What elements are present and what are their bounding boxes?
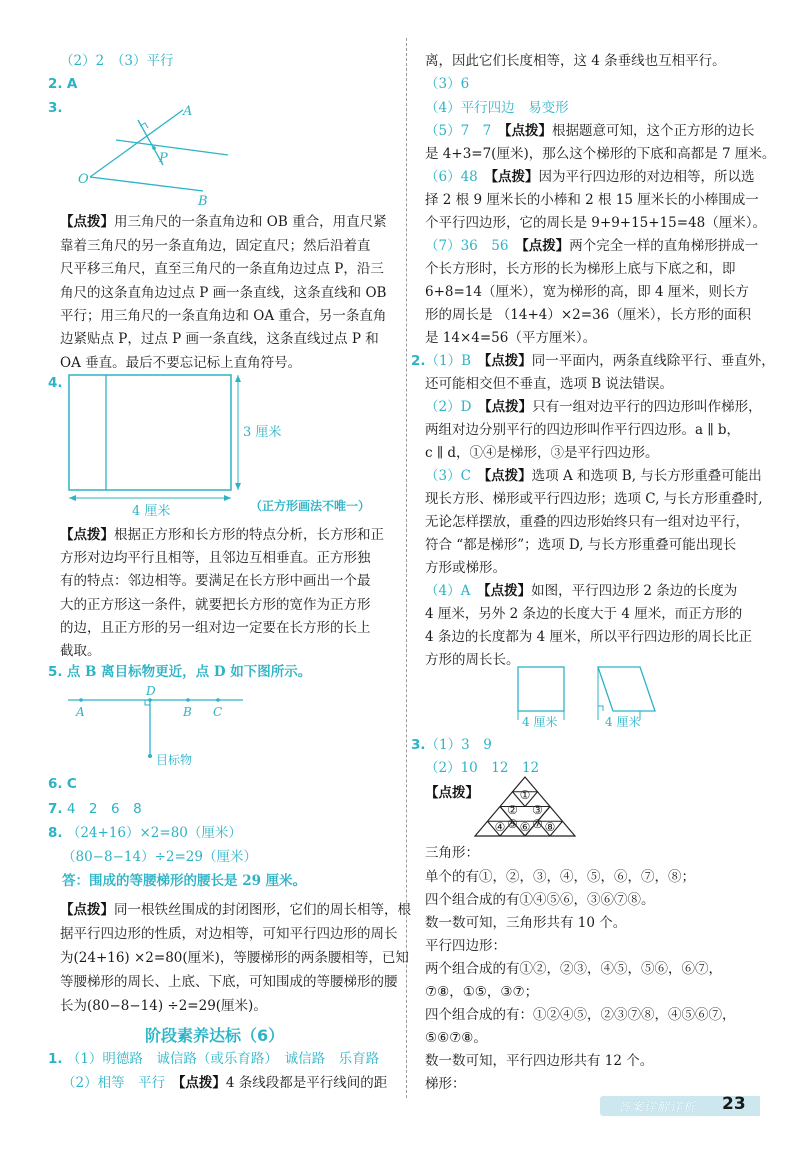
hint-line: 据平行四边形的性质，对边相等，可知平行四边形的周长 — [60, 926, 398, 942]
point-b — [186, 698, 190, 702]
hint-line: 4 条边的长度都为 4 厘米，所以平行四边形的周长比正 — [425, 629, 753, 645]
hint-line: 角尺的这条直角边过点 P 画一条直线，这条直线和 OB — [60, 285, 387, 301]
answer-text: （6）48 — [425, 169, 478, 185]
hint-line: 方形的周长长。 — [425, 652, 520, 668]
parallel-line — [116, 140, 228, 155]
hint-line: 的边，且正方形的另一组对边一定要在长方形的长上 — [60, 620, 371, 636]
triangle-label: ⑧ — [544, 820, 556, 834]
hint-line: 边紧贴点 P，过点 P 画一条直线，这条直线过点 P 和 — [60, 331, 379, 347]
hint-line: 个长方形时，长方形的长为梯形上底与下底之和，即 — [425, 261, 736, 277]
hint-line: 无论怎样摆放，重叠的四边形始终只有一组对边平行， — [425, 514, 749, 530]
hint-line: 截取。 — [60, 643, 101, 659]
text-line: 三角形： — [425, 845, 479, 861]
hint-text: 根据正方形和长方形的特点分析，长方形和正 — [114, 527, 384, 543]
hint-line: c ∥ d，①④是梯形，③是平行四边形。 — [425, 445, 659, 461]
hint-line: 大的正方形这一条件，就要把长方形的宽作为正方形 — [60, 597, 371, 613]
q3-figure — [78, 105, 258, 210]
triangle-label: ③ — [532, 803, 543, 817]
point-p — [152, 146, 156, 150]
text-line: 四个组合成的有①④⑤⑥，③⑥⑦⑧。 — [425, 892, 655, 908]
hint-line: 离，因此它们长度相等，这 4 条垂线也互相平行。 — [425, 53, 726, 69]
answer-line: （4）平行四边 易变形 — [425, 100, 569, 116]
text-line: 两个组合成的有①②，②③，④⑤，⑤⑥，⑥⑦， — [425, 961, 722, 977]
hint-tag: 【点拨】 — [521, 238, 570, 254]
hint-line: 符合 “都是梯形”；选项 D, 与长方形重叠可能出现长 — [425, 537, 737, 553]
hint-text: 因为平行四边形的对边相等，所以选 — [538, 169, 755, 185]
figure-note: （正方形画法不唯一） — [250, 499, 371, 513]
question-number: 8. — [48, 825, 63, 841]
arrow-left — [69, 495, 76, 501]
answer-line — [425, 168, 755, 186]
hint-tag: 【点拨】 — [484, 468, 532, 484]
page-footer — [600, 1093, 760, 1119]
hint-text: 如图，平行四边形 2 条边的长度为 — [531, 583, 738, 599]
label-d: D — [146, 684, 156, 698]
hint-line: 方形或梯形。 — [425, 560, 506, 576]
question-number: 6. — [48, 776, 63, 792]
right-angle-mark — [140, 123, 148, 128]
hint-text: 同一平面内，两条直线除平行、垂直外， — [531, 353, 775, 369]
answer-text: A — [66, 76, 78, 92]
question-number: 2. — [411, 353, 426, 369]
hint-tag: 【点拨】 — [60, 902, 114, 918]
question-number: 4. — [48, 375, 63, 391]
footer-label: 答案详解详析 — [618, 1100, 697, 1114]
answer-line — [62, 1074, 387, 1092]
question-number: 3. — [411, 737, 426, 753]
label-a: A — [183, 105, 193, 119]
answer-line — [425, 582, 737, 600]
triangle-label: ① — [519, 788, 531, 802]
square-shape — [518, 667, 564, 711]
hint-line: 为(24+16) ×2=80(厘米)，等腰梯形的两条腰相等，已知 — [60, 950, 409, 966]
text-line: 数一数可知，三角形共有 10 个。 — [425, 915, 627, 931]
hint-tag: 【点拨】 — [483, 583, 532, 599]
triangle-label: ⑦ — [532, 817, 543, 831]
arrow-right — [224, 495, 231, 501]
hint-line: 平行；用三角尺的一条直角边和 OA 重合，另一条直角 — [60, 308, 387, 324]
question-number: 7. — [48, 801, 63, 817]
label-b: B — [198, 194, 208, 209]
hint-text: 选项 A 和选项 B, 与长方形重叠可能出 — [531, 468, 762, 484]
answer-line: （3）6 — [425, 76, 470, 92]
hint-text: 用三角尺的一条直角边和 OB 重合，用直尺紧 — [114, 214, 387, 230]
hint-tag: 【点拨】 — [60, 527, 114, 543]
page-number: 23 — [722, 1094, 746, 1114]
label-a: A — [76, 705, 85, 719]
target-point — [148, 754, 152, 758]
question-5 — [48, 663, 311, 681]
answer-text: （2）相等 平行 — [62, 1075, 166, 1091]
answer-text: （3）C — [425, 468, 471, 484]
answer-text: （1）B — [425, 353, 472, 369]
text-line: ⑦⑧，①⑤，③⑦； — [425, 984, 539, 1000]
arrow-down — [235, 483, 241, 490]
hint-line — [60, 213, 387, 231]
answer-line — [425, 398, 762, 416]
parallelogram-shape — [598, 667, 655, 711]
arrow-up — [235, 375, 241, 382]
hint-line: 两组对边分别平行的四边形叫作平行四边形。a ∥ b， — [425, 422, 741, 438]
triangle-label: ④ — [494, 820, 506, 834]
hint-tag: 【点拨】 — [484, 399, 533, 415]
question-number: 2. — [48, 76, 63, 92]
question-3 — [411, 736, 492, 754]
text-line: 四个组合成的有：①②④⑤，②③⑦⑧，④⑤⑥⑦， — [425, 1007, 736, 1023]
answer-text: （24+16）×2=80（厘米） — [66, 825, 242, 841]
hint-line: 6+8=14（厘米），宽为梯形的高，即 4 厘米，则长方 — [425, 284, 749, 300]
hint-text: 同一根铁丝围成的封闭图形，它们的周长相等，根 — [114, 902, 411, 918]
text-line: 平行四边形： — [425, 938, 506, 954]
question-3-number — [48, 99, 63, 117]
triangle-label: ⑤ — [507, 817, 518, 831]
hint-line: 形的周长是 （14+4）×2=36（厘米），长方形的面积 — [425, 307, 752, 323]
hint-tag: 【点拨】 — [425, 785, 479, 801]
answer-text: 4 2 6 8 — [66, 801, 142, 817]
hint-line: 现长方形、梯形或平行四边形；选项 C, 与长方形重叠时, — [425, 491, 763, 507]
answer-text: （4）A — [425, 583, 471, 599]
hint-line: 4 厘米，另外 2 条边的长度大于 4 厘米，而正方形的 — [425, 606, 743, 622]
rectangle — [69, 375, 231, 490]
text-line: ⑤⑥⑦⑧。 — [425, 1030, 487, 1046]
label-p: P — [159, 151, 168, 166]
label-height: 3 厘米 — [243, 425, 282, 440]
hint-line: 个平行四边形，它的周长是 9+9+15+15=48（厘米）。 — [425, 215, 766, 231]
answer-text: C — [66, 776, 77, 792]
answer-line — [425, 467, 762, 485]
hint-line: 还可能相交但不垂直，选项 B 说法错误。 — [425, 376, 674, 392]
hint-line: 是 14×4=56（平方厘米）。 — [425, 330, 597, 346]
hint-line — [60, 901, 411, 919]
question-number: 3. — [48, 100, 63, 116]
question-4-number — [48, 374, 63, 392]
hint-tag: 【点拨】 — [484, 353, 532, 369]
section-title: 阶段素养达标（6） — [145, 1026, 285, 1045]
hint-line: 有的特点：邻边相等。要满足在长方形中画出一个最 — [60, 573, 371, 589]
hint-line — [425, 784, 479, 802]
question-2 — [48, 75, 77, 93]
answer-text: （1）3 9 — [425, 737, 492, 753]
ray-oa — [90, 110, 183, 177]
hint-line: OA 垂直。最后不要忘记标上直角符号。 — [60, 355, 302, 371]
answer-text: （7）36 56 — [425, 238, 509, 254]
hint-text: 两个完全一样的直角梯形拼成一 — [569, 238, 759, 254]
hint-tag: 【点拨】 — [491, 169, 539, 185]
text-line: 单个的有①，②，③，④，⑤，⑥，⑦，⑧； — [425, 869, 695, 885]
text-line: 数一数可知，平行四边形共有 12 个。 — [425, 1053, 654, 1069]
section-q1 — [48, 1050, 379, 1068]
answer-text: （5）7 7 — [425, 123, 492, 139]
answer-line — [425, 122, 755, 140]
answer-line — [425, 237, 758, 255]
label-square-side: 4 厘米 — [522, 715, 558, 729]
column-divider — [406, 38, 407, 1098]
hint-line: 是 4+3=7(厘米)，那么这个梯形的下底和高都是 7 厘米。 — [425, 146, 776, 162]
triangle-label: ⑥ — [519, 820, 531, 834]
answer-text: （2）D — [425, 399, 472, 415]
q5-figure — [63, 683, 293, 773]
label-parallelogram-side: 4 厘米 — [605, 715, 641, 729]
question-6 — [48, 775, 77, 793]
answer-line: （80−8−14）÷2=29（厘米） — [62, 849, 257, 865]
answer-line: （2）2 （3）平行 — [60, 53, 174, 69]
label-target: 目标物 — [156, 753, 193, 767]
ray-ob — [90, 177, 203, 191]
label-o: O — [78, 172, 89, 187]
question-number: 1. — [48, 1051, 63, 1067]
answer-line: 答：围成的等腰梯形的腰长是 29 厘米。 — [62, 873, 307, 889]
question-number: 5. — [48, 664, 63, 680]
text-line: 梯形： — [425, 1076, 466, 1092]
hint-text: 根据题意可知，这个正方形的边长 — [552, 123, 755, 139]
hint-text: 4 条线段都是平行线间的距 — [225, 1075, 388, 1091]
q4-figure — [62, 370, 407, 520]
point-d — [148, 698, 152, 702]
hint-line: 择 2 根 9 厘米长的小棒和 2 根 15 厘米长的小棒围成一 — [425, 192, 759, 208]
answer-text: （1）明德路 诚信路（或乐育路） 诚信路 乐育路 — [66, 1051, 380, 1067]
answer-line: （2）10 12 12 — [425, 760, 540, 776]
question-2 — [411, 352, 775, 370]
hint-line: 长为(80−8−14) ÷2=29(厘米)。 — [60, 998, 267, 1014]
label-b: B — [183, 705, 192, 719]
hint-line — [60, 526, 384, 544]
question-7 — [48, 800, 142, 818]
hint-line: 尺平移三角尺，直至三角尺的一条直角边过点 P，沿三 — [60, 261, 384, 277]
point-c — [216, 698, 220, 702]
hint-tag: 【点拨】 — [504, 123, 553, 139]
hint-text: 只有一组对边平行的四边形叫作梯形， — [532, 399, 762, 415]
answer-text: 点 B 离目标物更近，点 D 如下图所示。 — [66, 664, 312, 680]
hint-line: 等腰梯形的周长、上底、下底，可知围成的等腰梯形的腰 — [60, 974, 398, 990]
point-a — [79, 698, 83, 702]
label-c: C — [213, 705, 223, 719]
hint-tag: 【点拨】 — [60, 214, 114, 230]
right-angle-mark — [598, 706, 603, 711]
hint-line: 靠着三角尺的另一条直角边，固定直尺；然后沿着直 — [60, 238, 371, 254]
hint-tag: 【点拨】 — [178, 1075, 226, 1091]
q2-shapes-figure — [510, 664, 710, 732]
label-width: 4 厘米 — [132, 504, 171, 519]
triangle-figure — [473, 775, 577, 839]
triangle-label: ② — [507, 803, 518, 817]
hint-line: 方形对边均平行且相等，且邻边互相垂直。正方形独 — [60, 550, 371, 566]
question-8 — [48, 824, 242, 842]
